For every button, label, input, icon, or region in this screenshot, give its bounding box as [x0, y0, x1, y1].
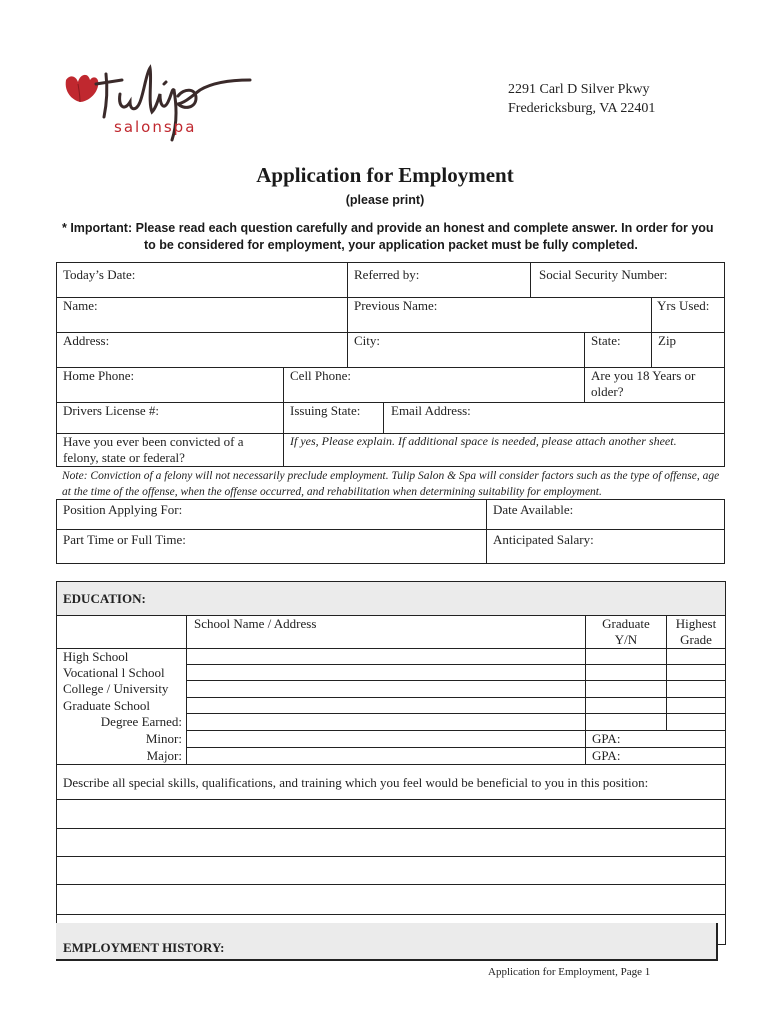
edu-rule: [186, 747, 725, 748]
city-field[interactable]: [347, 332, 585, 368]
company-address: [508, 80, 655, 118]
yrs-used-label: Yrs Used:: [657, 298, 710, 313]
position-label: Position Applying For:: [63, 502, 183, 517]
skills-input-area[interactable]: [57, 800, 725, 914]
home-phone-field[interactable]: [56, 367, 284, 403]
zip-field[interactable]: [651, 332, 725, 368]
employment-history-heading: EMPLOYMENT HISTORY:: [63, 940, 225, 955]
email-field[interactable]: [383, 402, 725, 434]
edu-col-rule: [666, 615, 667, 730]
issuing-state-field[interactable]: [283, 402, 384, 434]
todays-date-label: Today’s Date:: [63, 267, 136, 282]
row-high-school: High School: [63, 649, 129, 664]
todays-date-field[interactable]: [56, 262, 348, 298]
name-label: Name:: [63, 298, 98, 313]
drivers-license-label: Drivers License #:: [63, 403, 160, 418]
address-label: Address:: [63, 333, 110, 348]
address-line-1: 2291 Carl D Silver Pkwy: [508, 82, 650, 97]
previous-name-field[interactable]: [347, 297, 652, 333]
important-notice-line-1: * Important: Please read each question carefully and provide an honest and complete answer. In order for you: [62, 221, 714, 235]
major-label: Major:: [146, 748, 182, 763]
degree-earned-label: Degree Earned:: [100, 714, 182, 729]
part-full-time-field[interactable]: [56, 529, 487, 564]
part-full-time-label: Part Time or Full Time:: [63, 532, 186, 547]
zip-label: Zip: [658, 333, 677, 348]
address-line-2: Fredericksburg, VA 22401: [508, 101, 656, 116]
logo-tagline: salonspa: [114, 118, 197, 136]
felony-explain-label: If yes, Please explain. If additional space is needed, please attach another sheet.: [290, 434, 677, 448]
state-label: State:: [591, 333, 621, 348]
col-graduate: Graduate Y/N: [602, 616, 650, 647]
felony-note: Note: Conviction of a felony will not necessarily preclude employment. Tulip Salon & Spa will consider factors such as the type of offense, age at the time of the offense, when the offense occurred, and rehabilitation when determining suitability for employment.: [62, 470, 720, 498]
home-phone-label: Home Phone:: [63, 368, 135, 383]
ssn-field[interactable]: [530, 262, 725, 298]
edu-rule: [57, 914, 725, 915]
row-vocational-school: Vocational l School: [63, 665, 165, 680]
felony-explain-field[interactable]: [283, 433, 725, 467]
date-available-label: Date Available:: [493, 502, 574, 517]
age-question-label: Are you 18 Years or older?: [591, 368, 696, 399]
felony-question-label: Have you ever been convicted of a felony, state or federal?: [63, 434, 244, 465]
state-field[interactable]: [584, 332, 652, 368]
yrs-used-field[interactable]: [651, 297, 725, 333]
position-field[interactable]: [56, 499, 487, 530]
page-footer: Application for Employment, Page 1: [488, 966, 651, 978]
ssn-label: Social Security Number:: [539, 267, 668, 282]
salary-label: Anticipated Salary:: [493, 532, 594, 547]
felony-question-field: [56, 433, 284, 467]
minor-label: Minor:: [145, 731, 182, 746]
row-college: College / University: [63, 681, 169, 696]
skills-prompt: Describe all special skills, qualifications, and training which you feel would be beneficial to you in this position:: [63, 775, 649, 790]
education-heading: EDUCATION:: [63, 591, 146, 606]
issuing-state-label: Issuing State:: [290, 403, 361, 418]
address-field[interactable]: [56, 332, 348, 368]
education-header-bar: [57, 582, 725, 615]
email-label: Email Address:: [391, 403, 471, 418]
age-question-field[interactable]: [584, 367, 725, 403]
page-title: Application for Employment: [256, 163, 514, 187]
name-field[interactable]: [56, 297, 348, 333]
minor-gpa-label: GPA:: [592, 731, 621, 746]
referred-by-field[interactable]: [347, 262, 531, 298]
col-school-name: School Name / Address: [194, 616, 317, 631]
col-highest-grade: Highest Grade: [675, 616, 717, 647]
date-available-field[interactable]: [486, 499, 725, 530]
tulip-logo: [60, 62, 275, 147]
major-gpa-label: GPA:: [592, 748, 621, 763]
referred-by-label: Referred by:: [354, 267, 420, 282]
edu-rule: [57, 764, 725, 765]
salary-field[interactable]: [486, 529, 725, 564]
school-name-inputs[interactable]: [186, 649, 585, 747]
city-label: City:: [354, 333, 381, 348]
important-notice-line-2: to be considered for employment, your application packet must be fully completed.: [144, 238, 638, 252]
page-subtitle: (please print): [345, 193, 425, 207]
cell-phone-field[interactable]: [283, 367, 585, 403]
cell-phone-label: Cell Phone:: [290, 368, 352, 383]
row-graduate-school: Graduate School: [63, 698, 151, 713]
edu-col-rule: [585, 615, 586, 764]
drivers-license-field[interactable]: [56, 402, 284, 434]
previous-name-label: Previous Name:: [354, 298, 438, 313]
